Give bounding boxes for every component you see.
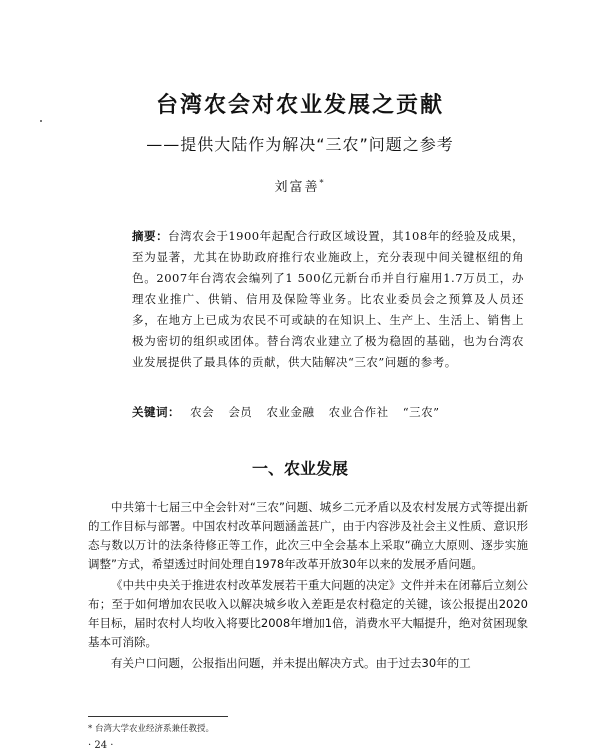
abstract xyxy=(132,226,524,373)
body-text xyxy=(88,498,528,675)
keyword: “三农” xyxy=(402,405,440,419)
author-name: 刘富善 xyxy=(274,180,320,195)
scan-speck xyxy=(40,120,42,122)
page-number: · 24 · xyxy=(88,740,114,751)
paragraph: 中共第十七届三中全会针对“三农”问题、城乡二元矛盾以及农村发展方式等提出新的工作目标与部署。中国农村改革问题涵盖甚广，由于内容涉及社会主义性质、意识形态与数以万计的法条待修正等工作，此次三中全会基本上采取“确立大原则、逐步实施调整”方式，希望透过时间处理自1978年改革开放30年以来的发展矛盾问题。 xyxy=(88,500,528,571)
keywords-label: 关键词： xyxy=(132,405,180,419)
footnote: * 台湾大学农业经济系兼任教授。 xyxy=(88,724,214,734)
author xyxy=(0,176,600,195)
author-footnote-mark: * xyxy=(319,178,326,188)
abstract-text: 台湾农会于1900年起配合行政区域设置，其108年的经验及成果，至为显著，尤其在协助政府推行农业施政上，充分表现中间关键枢纽的角色。2007年台湾农会编列了1 500亿元新台币并自行雇用1.7万员工，办理农业推广、供销、信用及保险等业务。比农业委员会之预算及人员还多，在地方上已成为农民不可或缺的在知识上、生产上、生活上、销售上极为密切的组织或团体。替台湾农业建立了极为稳固的基础，也为台湾农业发展提供了最具体的贡献，供大陆解决“三农”问题的参考。 xyxy=(132,229,525,369)
keyword: 会员 xyxy=(228,405,253,419)
keyword: 农业合作社 xyxy=(328,405,389,419)
paragraph: 《中共中央关于推进农村改革发展若干重大问题的决定》文件并未在闭幕后立刻公布；至于如何增加农民收入以解决城乡收入差距是农村稳定的关键，该公报提出2020年目标，届时农村人均收入将要比2008年增加1倍，消费水平大幅提升，绝对贫困现象基本可消除。 xyxy=(88,578,528,649)
footnote-divider xyxy=(88,716,228,717)
section-heading: 一、农业发展 xyxy=(251,459,348,478)
keywords xyxy=(132,404,524,420)
article-subtitle: ——提供大陆作为解决“三农”问题之参考 xyxy=(146,135,454,154)
keyword: 农业金融 xyxy=(266,405,315,419)
abstract-label: 摘要： xyxy=(132,229,169,243)
paragraph: 有关户口问题，公报指出问题，并未提出解决方式。由于过去30年的工 xyxy=(111,656,471,670)
article-title: 台湾农会对农业发展之贡献 xyxy=(155,93,444,118)
keyword: 农会 xyxy=(190,405,215,419)
